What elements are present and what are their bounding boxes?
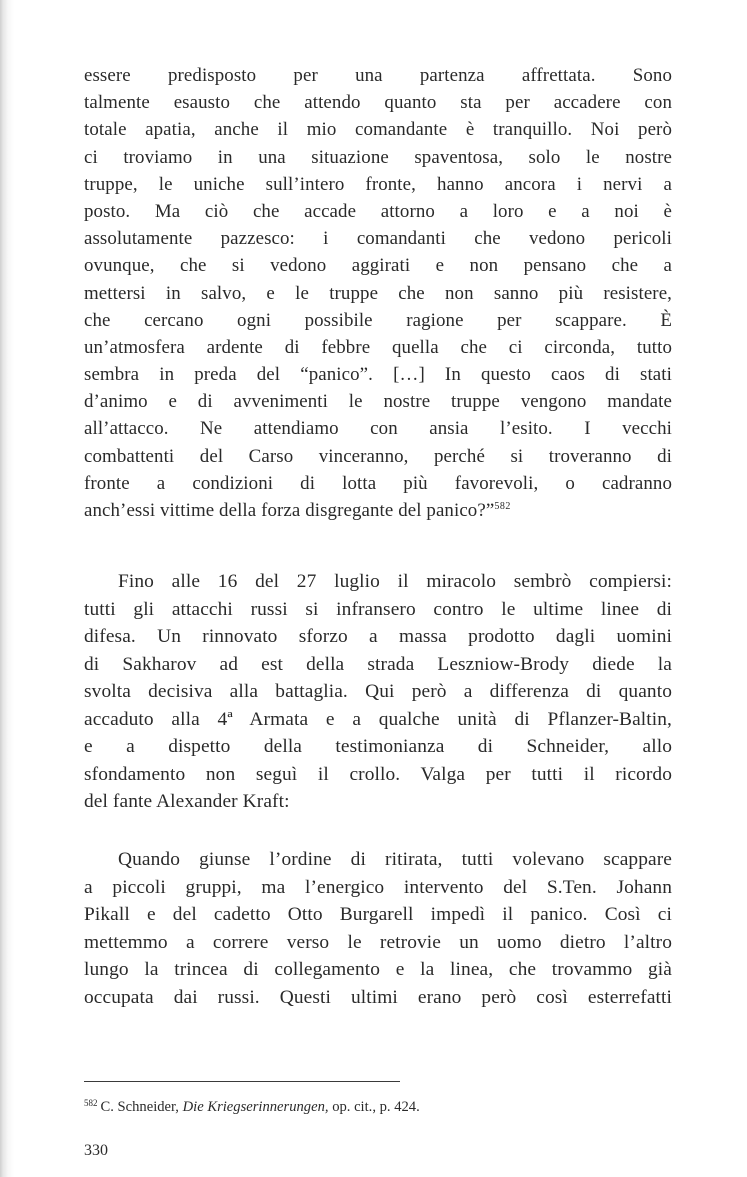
page-number: 330 [84,1142,108,1159]
quote-line: occupata dai russi. Questi ultimi erano però così esterrefatti [84,986,672,1008]
quote-last-line [84,497,672,524]
quote-line: d’animo e di avvenimenti le nostre truppe vengono mandate [84,391,672,413]
body-line: Fino alle 16 del 27 luglio il miracolo sembrò compiersi: [118,571,672,592]
footnote [84,1097,604,1117]
quote-line: mettemmo a correre verso le retrovie un uomo dietro l’altro [84,931,672,953]
footnote-author: C. Schneider, [100,1099,179,1115]
body-line: difesa. Un rinnovato sforzo a massa prodotto dagli uomini [84,626,672,647]
quote-line: Pikall e del cadetto Otto Burgarell impedì il panico. Così ci [84,904,672,925]
quote-line: totale apatia, anche il mio comandante è tranquillo. Noi però [84,119,672,141]
quote-line: posto. Ma ciò che accade attorno a loro e a noi è [84,200,672,222]
body-line: del fante Alexander Kraft: [84,791,290,812]
quote-line: ci troviamo in una situazione spaventosa, solo le nostre [84,146,672,168]
quote-line: combattenti del Carso vinceranno, perché si troveranno di [84,445,672,467]
footnote-citation: op. cit., p. 424. [332,1099,420,1115]
body-line: e a dispetto della testimonianza di Schneider, allo [84,736,672,757]
quote-line: un’atmosfera ardente di febbre quella che ci circonda, tutto [84,336,672,358]
quote-line-text: anch’essi vittime della forza disgregante del panico?” [84,500,495,521]
body-line: svolta decisiva alla battaglia. Qui però a differenza di quanto [84,681,672,702]
quote-line: fronte a condizioni di lotta più favorevoli, o cadranno [84,472,672,494]
body-line: di Sakharov ad est della strada Leszniow-Brody diede la [84,653,672,675]
quote-line: all’attacco. Ne attendiamo con ansia l’esito. I vecchi [84,418,672,440]
body-line: tutti gli attacchi russi si infransero contro le ultime linee di [84,598,672,620]
quote-line: truppe, le uniche sull’intero fronte, hanno ancora i nervi a [84,173,672,195]
footnote-reference: 582 [494,501,511,512]
quote-block-second [84,846,672,1011]
quote-line: ovunque, che si vedono aggirati e non pensano che a [84,255,672,277]
body-line: accaduto alla 4ª Armata e a qualche unità di Pflanzer-Baltin, [84,708,672,730]
footnote-number: 582 [84,1098,98,1108]
body-line: sfondamento non seguì il crollo. Valga per tutti il ricordo [84,763,672,785]
quote-line: assolutamente pazzesco: i comandanti che vedono pericoli [84,228,672,250]
footnote-separator [84,1081,400,1082]
quote-line: talmente esausto che attendo quanto sta per accadere con [84,92,672,114]
footnote-title: Die Kriegserinnerungen, [182,1099,329,1115]
body-paragraph [84,568,672,816]
quote-line: sembra in preda del “panico”. […] In questo caos di stati [84,364,672,386]
quote-block-first [84,62,672,524]
book-binding-shadow [0,0,14,1177]
quote-line: lungo la trincea di collegamento e la linea, che trovammo già [84,959,672,980]
quote-line: essere predisposto per una partenza affrettata. Sono [84,65,672,86]
quote-line: mettersi in salvo, e le truppe che non sanno più resistere, [84,282,672,304]
quote-line: che cercano ogni possibile ragione per scappare. È [84,309,672,331]
quote-line: a piccoli gruppi, ma l’energico intervento del S.Ten. Johann [84,876,672,898]
quote-line: Quando giunse l’ordine di ritirata, tutti volevano scappare [118,849,672,870]
